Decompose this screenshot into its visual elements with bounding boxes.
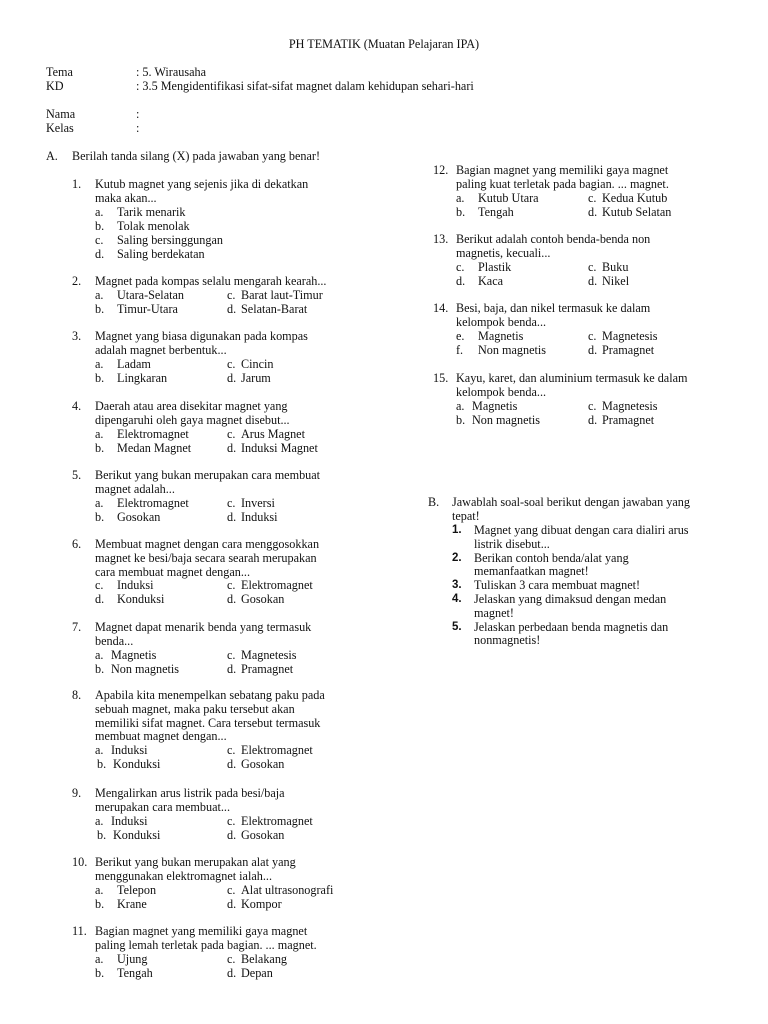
- answer-option[interactable]: [227, 744, 313, 758]
- student-info: [46, 66, 746, 136]
- question-number: 4.: [72, 399, 82, 413]
- answer-option[interactable]: [95, 593, 164, 607]
- option-letter: c.: [588, 190, 597, 205]
- answer-option[interactable]: [97, 758, 160, 772]
- section-heading: Berilah tanda silang (X) pada jawaban yang benar!: [72, 149, 321, 163]
- option-text: Buku: [602, 259, 629, 274]
- answer-option[interactable]: [227, 898, 282, 912]
- option-letter: c.: [227, 951, 236, 966]
- essay-line: Berikan contoh benda/alat yang: [474, 550, 629, 565]
- answer-option[interactable]: [456, 192, 539, 206]
- essay-text: [474, 579, 752, 593]
- option-letter: c.: [227, 743, 236, 758]
- question-line: sebuah magnet, maka paku tersebut akan: [95, 701, 295, 716]
- answer-option[interactable]: [95, 303, 178, 317]
- info-value: :: [136, 121, 140, 135]
- answer-option[interactable]: [227, 289, 323, 303]
- option-letter: b.: [456, 412, 466, 427]
- option-text: Medan Magnet: [117, 440, 192, 455]
- option-letter: d.: [227, 757, 237, 772]
- option-letter: c.: [227, 578, 236, 593]
- option-letter: d.: [227, 509, 237, 524]
- answer-option[interactable]: [227, 758, 284, 772]
- essay-text: [474, 524, 752, 552]
- option-text: Magnetis: [472, 398, 518, 413]
- option-letter: c.: [227, 647, 236, 662]
- option-letter: a.: [95, 426, 104, 441]
- info-row-tema: [46, 66, 746, 80]
- answer-option[interactable]: [95, 220, 190, 234]
- option-text: Depan: [241, 965, 273, 980]
- option-letter: b.: [95, 440, 105, 455]
- option-letter: d.: [588, 342, 598, 357]
- option-letter: c.: [227, 495, 236, 510]
- answer-option[interactable]: [95, 428, 189, 442]
- question-line: Berikut yang bukan merupakan cara membuat: [95, 468, 321, 482]
- info-label: Kelas: [46, 121, 74, 135]
- answer-option[interactable]: [95, 649, 156, 663]
- option-text: Induksi: [117, 578, 154, 593]
- answer-option[interactable]: [227, 593, 284, 607]
- heading-line: tepat!: [452, 508, 480, 523]
- answer-option[interactable]: [456, 400, 517, 414]
- option-letter: c.: [95, 578, 104, 593]
- option-text: Telepon: [117, 882, 157, 897]
- option-letter: d.: [588, 204, 598, 219]
- question-line: dipengaruhi oleh gaya magnet disebut...: [95, 412, 290, 427]
- option-text: Selatan-Barat: [241, 301, 308, 316]
- answer-option[interactable]: [588, 344, 654, 358]
- question-text: [95, 925, 375, 953]
- essay-item-3: [452, 579, 752, 593]
- answer-option[interactable]: [588, 414, 654, 428]
- question-text: [95, 856, 375, 884]
- answer-option[interactable]: [456, 206, 514, 220]
- question-number: 1.: [72, 177, 82, 191]
- option-letter: a.: [95, 495, 104, 510]
- question-line: paling kuat terletak pada bagian. ... magnet.: [456, 176, 669, 191]
- answer-option[interactable]: [227, 649, 297, 663]
- essay-line: nonmagnetis!: [474, 633, 541, 648]
- info-row-nama: [46, 108, 746, 122]
- question-line: magnetis, kecuali...: [456, 245, 551, 260]
- option-text: Induksi: [111, 813, 148, 828]
- option-text: Elektromagnet: [117, 495, 189, 510]
- answer-option[interactable]: [588, 330, 658, 344]
- question-line: Kutub magnet yang sejenis jika di dekatkan: [95, 177, 309, 191]
- option-text: Elektromagnet: [241, 813, 313, 828]
- info-value: : 3.5 Mengidentifikasi sifat-sifat magnet dalam kehidupan sehari-hari: [136, 79, 474, 93]
- essay-line: memanfaatkan magnet!: [474, 564, 589, 579]
- answer-option[interactable]: [588, 192, 667, 206]
- answer-option[interactable]: [227, 953, 287, 967]
- option-text: Non magnetis: [478, 342, 547, 357]
- option-letter: d.: [227, 301, 237, 316]
- option-letter: a.: [95, 356, 104, 371]
- question-line: Daerah atau area disekitar magnet yang: [95, 399, 288, 413]
- option-letter: c.: [227, 882, 236, 897]
- answer-option[interactable]: [95, 967, 153, 981]
- question-text: [456, 302, 736, 330]
- option-letter: b.: [97, 757, 107, 772]
- option-letter: d.: [227, 965, 237, 980]
- question-line: adalah magnet berbentuk...: [95, 342, 227, 357]
- answer-option[interactable]: [95, 206, 186, 220]
- question-text: [95, 621, 375, 649]
- answer-option[interactable]: [456, 414, 540, 428]
- option-text: Utara-Selatan: [117, 287, 184, 302]
- option-text: Gosokan: [241, 592, 285, 607]
- option-text: Pramagnet: [241, 661, 294, 676]
- option-letter: a.: [95, 882, 104, 897]
- question-text: [95, 400, 375, 428]
- option-letter: b.: [95, 509, 105, 524]
- option-text: Gosokan: [117, 509, 161, 524]
- option-text: Non magnetis: [472, 412, 541, 427]
- answer-option[interactable]: [227, 511, 278, 525]
- option-letter: d.: [227, 592, 237, 607]
- question-text: [456, 233, 736, 261]
- option-text: Belakang: [241, 951, 288, 966]
- question-text: [95, 469, 375, 497]
- question-line: menggunakan elektromagnet ialah...: [95, 868, 272, 883]
- heading-line: Jawablah soal-soal berikut dengan jawaban yang: [452, 495, 690, 509]
- question-line: Bagian magnet yang memiliki gaya magnet: [456, 163, 669, 177]
- answer-option[interactable]: [227, 884, 333, 898]
- option-text: Konduksi: [113, 757, 161, 772]
- question-line: Mengalirkan arus listrik pada besi/baja: [95, 786, 285, 800]
- option-letter: d.: [227, 661, 237, 676]
- question-number: 3.: [72, 329, 82, 343]
- question-text: [456, 164, 736, 192]
- option-letter: a.: [456, 190, 465, 205]
- option-text: Konduksi: [117, 592, 165, 607]
- option-letter: c.: [588, 259, 597, 274]
- option-text: Magnetis: [478, 328, 524, 343]
- info-label: Nama: [46, 107, 76, 121]
- option-letter: a.: [95, 287, 104, 302]
- question-text: [95, 538, 375, 579]
- option-text: Magnetis: [111, 647, 157, 662]
- question-line: Magnet dapat menarik benda yang termasuk: [95, 620, 312, 634]
- document-title: PH TEMATIK (Muatan Pelajaran IPA): [288, 37, 480, 51]
- answer-option[interactable]: [588, 400, 658, 414]
- question-number: 5.: [72, 468, 82, 482]
- option-text: Tengah: [478, 204, 514, 219]
- question-number: 7.: [72, 620, 82, 634]
- answer-option[interactable]: [456, 344, 546, 358]
- info-value: : 5. Wirausaha: [136, 65, 207, 79]
- option-letter: d.: [227, 440, 237, 455]
- question-number: 14.: [433, 301, 449, 315]
- essay-line: Tuliskan 3 cara membuat magnet!: [474, 578, 641, 593]
- essay-item-1: [452, 524, 752, 552]
- option-letter: c.: [588, 398, 597, 413]
- question-line: Kayu, karet, dan aluminium termasuk ke dalam: [456, 371, 688, 385]
- option-text: Gosokan: [241, 827, 285, 842]
- answer-option[interactable]: [588, 206, 671, 220]
- option-letter: c.: [588, 328, 597, 343]
- option-text: Tolak menolak: [117, 218, 190, 233]
- option-letter: d.: [227, 827, 237, 842]
- answer-option[interactable]: [95, 898, 147, 912]
- essay-item-4: [452, 593, 752, 621]
- option-text: Plastik: [478, 259, 512, 274]
- essay-number: 4.: [452, 592, 462, 605]
- question-text: [95, 330, 375, 358]
- answer-option[interactable]: [227, 442, 318, 456]
- question-line: maka akan...: [95, 190, 157, 205]
- answer-option[interactable]: [95, 953, 147, 967]
- question-number: 11.: [72, 924, 87, 938]
- essay-list: [452, 524, 752, 648]
- option-letter: a.: [456, 398, 465, 413]
- question-line: paling lemah terletak pada bagian. ... magnet.: [95, 937, 317, 952]
- question-line: Apabila kita menempelkan sebatang paku pada: [95, 688, 325, 702]
- question-number: 12.: [433, 163, 449, 177]
- question-text: [456, 372, 736, 400]
- essay-item-2: [452, 552, 752, 580]
- section-letter: B.: [428, 495, 440, 509]
- option-text: Magnetesis: [602, 398, 658, 413]
- option-letter: c.: [227, 287, 236, 302]
- answer-option[interactable]: [95, 497, 189, 511]
- question-number: 8.: [72, 688, 82, 702]
- info-value: :: [136, 107, 140, 121]
- option-letter: a.: [95, 743, 104, 758]
- question-line: kelompok benda...: [456, 314, 547, 329]
- option-text: Elektromagnet: [241, 743, 313, 758]
- question-number: 15.: [433, 371, 449, 385]
- option-text: Ujung: [117, 951, 148, 966]
- essay-text: [474, 621, 752, 649]
- question-line: Magnet yang biasa digunakan pada kompas: [95, 329, 308, 343]
- answer-option[interactable]: [95, 289, 184, 303]
- info-label: Tema: [46, 65, 73, 79]
- answer-option[interactable]: [227, 358, 274, 372]
- option-letter: a.: [95, 813, 104, 828]
- option-text: Inversi: [241, 495, 275, 510]
- answer-option[interactable]: [588, 275, 629, 289]
- answer-option[interactable]: [227, 663, 293, 677]
- info-label: KD: [46, 79, 64, 93]
- option-letter: b.: [95, 218, 105, 233]
- option-text: Pramagnet: [602, 342, 655, 357]
- option-letter: c.: [227, 426, 236, 441]
- option-text: Nikel: [602, 273, 630, 288]
- option-text: Kaca: [478, 273, 504, 288]
- answer-option[interactable]: [227, 967, 273, 981]
- answer-option[interactable]: [95, 372, 167, 386]
- essay-line: Jelaskan yang dimaksud dengan medan: [474, 591, 667, 606]
- option-text: Tengah: [117, 965, 153, 980]
- option-text: Magnetesis: [241, 647, 297, 662]
- essay-number: 5.: [452, 620, 462, 633]
- option-letter: b.: [95, 370, 105, 385]
- question-number: 9.: [72, 786, 82, 800]
- question-line: memiliki sifat magnet. Cara tersebut termasuk: [95, 715, 321, 730]
- question-number: 13.: [433, 232, 449, 246]
- answer-option[interactable]: [588, 261, 628, 275]
- option-letter: c.: [456, 259, 465, 274]
- section-letter: A.: [46, 149, 58, 163]
- option-letter: b.: [97, 827, 107, 842]
- option-letter: d.: [588, 412, 598, 427]
- option-letter: a.: [95, 204, 104, 219]
- option-text: Kedua Kutub: [602, 190, 668, 205]
- option-text: Arus Magnet: [241, 426, 305, 441]
- option-letter: c.: [227, 356, 236, 371]
- question-text: [95, 787, 375, 815]
- essay-line: Magnet yang dibuat dengan cara dialiri arus: [474, 523, 689, 537]
- option-letter: d.: [227, 370, 237, 385]
- option-letter: d.: [227, 896, 237, 911]
- question-line: Besi, baja, dan nikel termasuk ke dalam: [456, 301, 651, 315]
- question-line: Magnet pada kompas selalu mengarah kearah...: [95, 274, 327, 288]
- option-text: Pramagnet: [602, 412, 655, 427]
- option-letter: b.: [95, 965, 105, 980]
- question-text: [95, 178, 375, 206]
- answer-option[interactable]: [227, 579, 313, 593]
- question-number: 10.: [72, 855, 88, 869]
- option-text: Induksi: [241, 509, 278, 524]
- question-text: [95, 275, 375, 289]
- answer-option[interactable]: [95, 358, 151, 372]
- answer-option[interactable]: [227, 815, 313, 829]
- question-number: 6.: [72, 537, 82, 551]
- question-line: merupakan cara membuat...: [95, 799, 231, 814]
- answer-option[interactable]: [95, 663, 179, 677]
- info-row-kelas: [46, 122, 746, 136]
- option-text: Elektromagnet: [117, 426, 189, 441]
- question-line: benda...: [95, 633, 134, 648]
- option-text: Kutub Utara: [478, 190, 539, 205]
- answer-option[interactable]: [95, 579, 154, 593]
- option-text: Kutub Selatan: [602, 204, 672, 219]
- answer-option[interactable]: [95, 744, 148, 758]
- answer-option[interactable]: [95, 815, 148, 829]
- essay-text: [474, 593, 752, 621]
- question-line: magnet ke besi/baja secara searah merupakan: [95, 550, 317, 565]
- option-text: Magnetesis: [602, 328, 658, 343]
- question-line: kelompok benda...: [456, 384, 547, 399]
- essay-number: 2.: [452, 551, 462, 564]
- essay-number: 3.: [452, 579, 462, 592]
- answer-option[interactable]: [456, 330, 523, 344]
- option-text: Lingkaran: [117, 370, 168, 385]
- option-letter: d.: [456, 273, 466, 288]
- question-number: 2.: [72, 274, 82, 288]
- answer-option[interactable]: [227, 303, 307, 317]
- option-text: Saling bersinggungan: [117, 232, 223, 247]
- option-text: Konduksi: [113, 827, 161, 842]
- essay-number: 1.: [452, 524, 462, 536]
- question-line: membuat magnet dengan...: [95, 729, 227, 744]
- option-text: Cincin: [241, 356, 274, 371]
- option-letter: b.: [95, 896, 105, 911]
- option-text: Alat ultrasonografi: [241, 882, 334, 897]
- answer-option[interactable]: [97, 829, 160, 843]
- option-letter: a.: [95, 951, 104, 966]
- option-text: Timur-Utara: [117, 301, 178, 316]
- option-text: Kompor: [241, 896, 282, 911]
- option-text: Tarik menarik: [117, 204, 186, 219]
- option-letter: d.: [95, 246, 105, 261]
- essay-line: magnet!: [474, 605, 514, 620]
- essay-line: listrik disebut...: [474, 536, 550, 551]
- option-text: Induksi Magnet: [241, 440, 318, 455]
- option-text: Jarum: [241, 370, 271, 385]
- answer-option[interactable]: [95, 234, 223, 248]
- section-heading: [452, 496, 752, 524]
- question-line: Membuat magnet dengan cara menggosokkan: [95, 537, 320, 551]
- question-line: magnet adalah...: [95, 481, 175, 496]
- option-letter: b.: [456, 204, 466, 219]
- question-line: cara membuat magnet dengan...: [95, 564, 250, 579]
- answer-option[interactable]: [456, 261, 511, 275]
- question-line: Berikut yang bukan merupakan alat yang: [95, 855, 296, 869]
- option-text: Saling berdekatan: [117, 246, 205, 261]
- essay-text: [474, 552, 752, 580]
- option-text: Barat laut-Timur: [241, 287, 323, 302]
- option-letter: f.: [456, 342, 464, 357]
- option-letter: b.: [95, 301, 105, 316]
- option-letter: d.: [95, 592, 105, 607]
- option-text: Gosokan: [241, 757, 285, 772]
- question-text: [95, 689, 375, 744]
- answer-option[interactable]: [227, 497, 275, 511]
- option-letter: e.: [456, 328, 465, 343]
- essay-line: Jelaskan perbedaan benda magnetis dan: [474, 619, 669, 634]
- option-letter: a.: [95, 647, 104, 662]
- option-letter: b.: [95, 661, 105, 676]
- answer-option[interactable]: [95, 442, 191, 456]
- answer-option[interactable]: [227, 372, 271, 386]
- option-text: Non magnetis: [111, 661, 180, 676]
- question-line: Berikut adalah contoh benda-benda non: [456, 232, 651, 246]
- option-letter: d.: [588, 273, 598, 288]
- answer-option[interactable]: [456, 275, 503, 289]
- info-row-kd: [46, 80, 746, 94]
- answer-option[interactable]: [95, 248, 205, 262]
- answer-option[interactable]: [95, 511, 160, 525]
- option-text: Ladam: [117, 356, 151, 371]
- option-letter: c.: [227, 813, 236, 828]
- option-letter: c.: [95, 232, 104, 247]
- essay-item-5: [452, 621, 752, 649]
- question-line: Bagian magnet yang memiliki gaya magnet: [95, 924, 308, 938]
- answer-option[interactable]: [227, 829, 284, 843]
- option-text: Induksi: [111, 743, 148, 758]
- answer-option[interactable]: [227, 428, 305, 442]
- option-text: Elektromagnet: [241, 578, 313, 593]
- option-text: Krane: [117, 896, 147, 911]
- answer-option[interactable]: [95, 884, 156, 898]
